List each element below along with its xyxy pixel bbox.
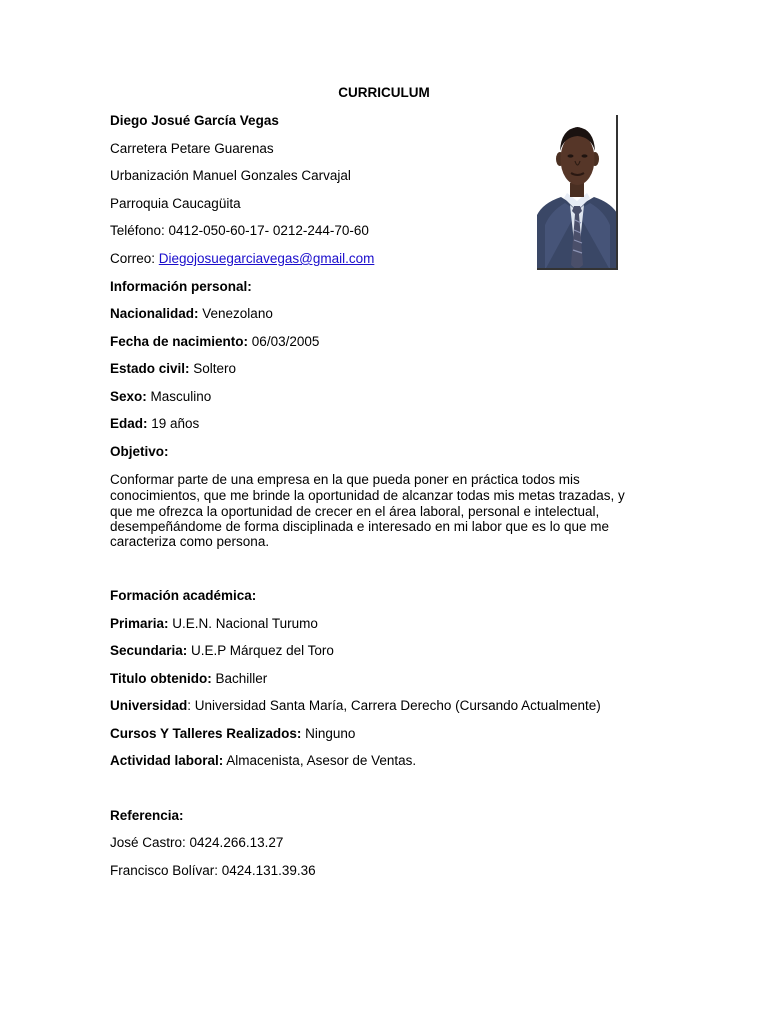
birth-value: 06/03/2005: [248, 334, 320, 349]
objective-line-2: conocimientos, que me brinde la oportunidad de alcanzar todas mis metas trazadas, y: [110, 488, 625, 503]
address-line-3: Parroquia Caucagüita: [110, 196, 241, 211]
phone-line: Teléfono: 0412-050-60-17- 0212-244-70-60: [110, 223, 369, 238]
degree-value: Bachiller: [211, 671, 268, 686]
civil-line: [110, 361, 236, 377]
work-line: [110, 753, 416, 769]
university-label: Universidad: [110, 698, 188, 713]
work-value: Almacenista, Asesor de Ventas.: [223, 753, 417, 768]
address-line-1: Carretera Petare Guarenas: [110, 141, 274, 156]
secondary-value: U.E.P Márquez del Toro: [187, 643, 334, 658]
objective-heading: Objetivo:: [110, 444, 169, 459]
courses-line: [110, 726, 355, 742]
sex-line: [110, 389, 211, 405]
primary-value: U.E.N. Nacional Turumo: [168, 616, 318, 631]
courses-label: Cursos Y Talleres Realizados:: [110, 726, 302, 741]
objective-line-5: caracteriza como persona.: [110, 534, 270, 549]
address-line-2: Urbanización Manuel Gonzales Carvajal: [110, 168, 351, 183]
civil-label: Estado civil:: [110, 361, 190, 376]
personal-info-heading: Información personal:: [110, 279, 252, 294]
document-title: CURRICULUM: [338, 85, 430, 100]
full-name: Diego Josué García Vegas: [110, 113, 279, 128]
age-value: 19 años: [147, 416, 200, 431]
primary-line: [110, 616, 318, 632]
sex-value: Masculino: [146, 389, 212, 404]
objective-line-4: desempeñándome de forma disciplinada e interesado en mi labor que es lo que me: [110, 519, 610, 534]
degree-line: [110, 671, 267, 687]
degree-label: Titulo obtenido:: [110, 671, 212, 686]
sex-label: Sexo:: [110, 389, 147, 404]
references-heading: Referencia:: [110, 808, 184, 823]
email-label: Correo:: [110, 251, 159, 266]
objective-line-1: Conformar parte de una empresa en la que pueda poner en práctica todos mis: [110, 472, 580, 487]
nationality-label: Nacionalidad:: [110, 306, 199, 321]
objective-line-3: que me ofrezca la oportunidad de crecer en el área laboral, personal e intelectual,: [110, 504, 600, 519]
reference-2: Francisco Bolívar: 0424.131.39.36: [110, 863, 316, 878]
person-portrait-icon: [537, 115, 618, 270]
courses-value: Ninguno: [301, 726, 356, 741]
nationality-line: [110, 306, 273, 322]
nationality-value: Venezolano: [198, 306, 273, 321]
birth-label: Fecha de nacimiento:: [110, 334, 249, 349]
email-line: [110, 251, 374, 267]
email-link[interactable]: Diegojosuegarciavegas@gmail.com: [158, 251, 375, 266]
university-value: : Universidad Santa María, Carrera Derecho (Cursando Actualmente): [187, 698, 601, 713]
education-heading: Formación académica:: [110, 588, 257, 603]
university-line: [110, 698, 601, 714]
work-label: Actividad laboral:: [110, 753, 224, 768]
age-line: [110, 416, 199, 432]
primary-label: Primaria:: [110, 616, 169, 631]
profile-photo: [537, 115, 618, 270]
age-label: Edad:: [110, 416, 148, 431]
birth-line: [110, 334, 319, 350]
secondary-line: [110, 643, 334, 659]
reference-1: José Castro: 0424.266.13.27: [110, 835, 284, 850]
civil-value: Soltero: [189, 361, 237, 376]
secondary-label: Secundaria:: [110, 643, 188, 658]
